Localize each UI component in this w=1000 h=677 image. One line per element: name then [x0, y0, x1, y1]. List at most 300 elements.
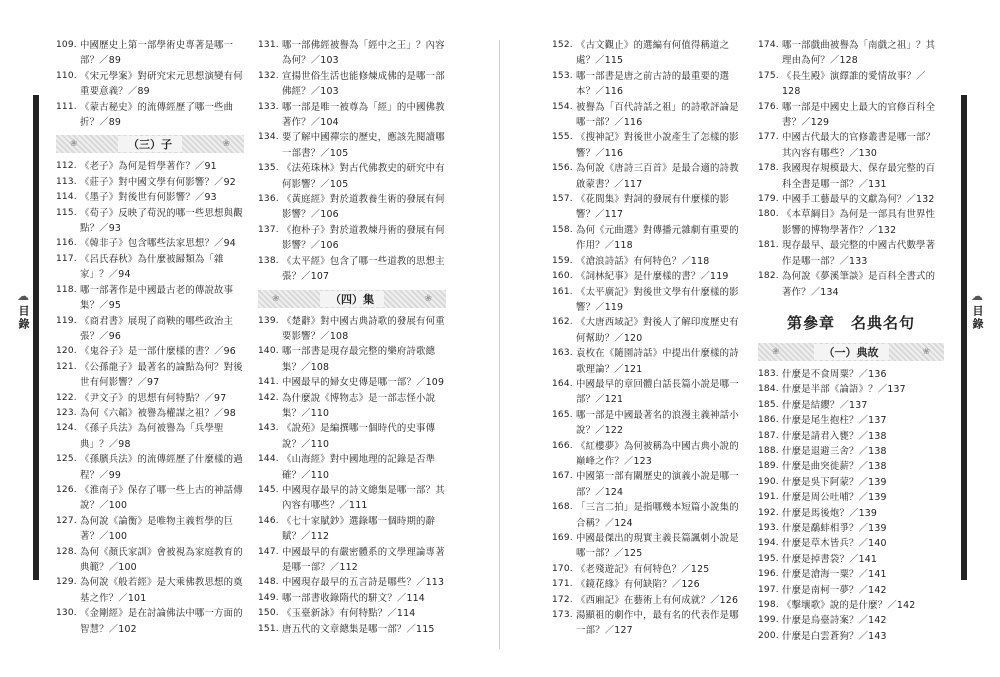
toc-entry: [56, 545, 244, 576]
entry-text: 哪一部戲曲被譽為「南戲之祖」？其理由為何？／128: [782, 40, 936, 67]
toc-entry: [758, 367, 944, 382]
toc-entry: [552, 269, 744, 284]
toc-entry: [56, 452, 244, 483]
toc-entry: [258, 421, 446, 452]
toc-entry: [552, 469, 744, 500]
entry-text: 中國最傑出的現實主義長篇諷刺小說是哪一部？／125: [576, 533, 739, 560]
toc-entry: [758, 413, 944, 428]
entry-text: 為何《六韜》被譽為權謀之祖？／98: [80, 407, 236, 419]
entry-number: 116.: [56, 238, 77, 249]
toc-entry: [758, 207, 944, 238]
entry-number: 190.: [758, 476, 779, 487]
entry-number: 144.: [258, 454, 279, 465]
toc-entry: [552, 315, 744, 346]
entry-number: 199.: [758, 615, 779, 626]
entry-number: 178.: [758, 163, 779, 174]
toc-entry: [758, 521, 944, 536]
entry-text: 《鏡花緣》有何缺陷？／126: [576, 579, 700, 591]
entry-text: 中國現存最早的詩文總集是哪一部？其內容有哪些？／111: [282, 484, 445, 512]
toc-tab-label: 目錄: [971, 305, 984, 331]
toc-entry: [552, 562, 744, 577]
entry-number: 156.: [552, 163, 573, 174]
toc-entry: [758, 506, 944, 521]
toc-entry: [758, 459, 944, 474]
entry-number: 192.: [758, 507, 779, 518]
entry-number: 187.: [758, 430, 779, 441]
entry-text: 什麼是掉書袋？／141: [782, 553, 878, 565]
entry-number: 118.: [56, 284, 77, 295]
toc-entry: [552, 130, 744, 161]
toc-entry: [258, 130, 446, 161]
entry-number: 117.: [56, 253, 77, 264]
toc-entry: [56, 344, 244, 359]
entry-number: 127.: [56, 515, 77, 526]
entry-number: 161.: [552, 286, 573, 297]
entry-number: 176.: [758, 101, 779, 112]
entry-text: 什麼是草木皆兵？／140: [782, 538, 887, 550]
right-page: [552, 38, 944, 648]
entry-text: 《淮南子》保存了哪一些上古的神話傳說？／100: [80, 484, 243, 512]
toc-entry: [56, 360, 244, 391]
entry-text: 《莊子》對中國文學有何影響？／92: [80, 176, 236, 188]
entry-text: 什麼是白雲蒼狗？／143: [782, 630, 887, 642]
toc-entry: [552, 593, 744, 608]
entry-text: 什麼是吳下阿蒙？／139: [782, 476, 887, 488]
entry-text: 為何《元曲選》對傳播元雜劇有重要的作用？／118: [576, 224, 739, 252]
entry-text: 為何說《般若經》是大乘佛教思想的奠基之作？／101: [80, 577, 243, 604]
entry-number: 122.: [56, 392, 77, 403]
entry-text: 什麼是烏臺詩案？／142: [782, 615, 887, 627]
left-page: [56, 38, 446, 648]
entry-number: 171.: [552, 579, 573, 590]
entry-text: 湯顯祖的劇作中，最有名的代表作是哪一部？／127: [576, 610, 739, 637]
entry-number: 183.: [758, 368, 779, 379]
entry-number: 155.: [552, 132, 573, 143]
left-page-column-2: [258, 38, 446, 637]
left-page-edge-bar: [33, 95, 39, 580]
toc-entry: [56, 575, 244, 606]
toc-entry: [552, 223, 744, 254]
entry-number: 136.: [258, 194, 279, 205]
entry-number: 113.: [56, 176, 77, 187]
entry-text: 唐五代的文章總集是哪一部？／115: [282, 623, 435, 635]
entry-text: 宣揚世俗生活也能修煉成佛的是哪一部佛經？／103: [282, 70, 445, 98]
entry-number: 129.: [56, 577, 77, 588]
entry-number: 195.: [758, 553, 779, 564]
toc-entry: [258, 391, 446, 422]
entry-text: 中國古代最大的官修叢書是哪一部？其內容有哪些？／130: [782, 132, 936, 159]
toc-entry: [758, 398, 944, 413]
entry-text: 《墨子》對後世有何影響？／93: [80, 192, 217, 204]
cloud-ornament-icon: ☁: [971, 289, 983, 303]
toc-entry: [258, 192, 446, 223]
entry-text: 哪一部是中國最著名的浪漫主義神話小說？／122: [576, 409, 739, 437]
toc-entry: [552, 377, 744, 408]
entry-text: 什麼是滄海一粟？／141: [782, 569, 887, 581]
toc-entry: [758, 130, 944, 161]
entry-text: 什麼是退避三舍？／138: [782, 445, 887, 457]
entry-number: 166.: [552, 440, 573, 451]
toc-entry: [56, 606, 244, 637]
toc-entry: [56, 483, 244, 514]
entry-number: 151.: [258, 623, 279, 634]
toc-entry: [552, 69, 744, 100]
entry-number: 124.: [56, 423, 77, 434]
entry-number: 194.: [758, 538, 779, 549]
section-heading-text: （三）子: [118, 136, 182, 152]
toc-entry: [258, 254, 446, 285]
entry-text: 被譽為「百代詩話之祖」的詩歌評論是哪一部？／116: [576, 101, 739, 129]
entry-text: 什麼是請君入甕？／138: [782, 430, 887, 442]
entry-text: 《呂氏春秋》為什麼被歸類為「雜家」？／94: [80, 253, 224, 281]
entry-text: 《尹文子》的思想有何特點？／97: [80, 392, 227, 404]
toc-entry: [56, 175, 244, 190]
entry-number: 132.: [258, 70, 279, 81]
entry-text: 《花間集》對詞的發展有什麼樣的影響？／117: [576, 194, 730, 221]
entry-text: 《蒙古秘史》的流傳經歷了哪一些曲折？／89: [80, 101, 234, 129]
toc-entry: [758, 444, 944, 459]
entry-number: 179.: [758, 194, 779, 205]
toc-entry: [758, 38, 944, 69]
toc-entry: [758, 382, 944, 397]
right-page-column-1: [552, 38, 744, 639]
entry-text: 《黃庭經》對於道教養生術的發展有何影響？／106: [282, 194, 445, 221]
section-heading-text: （四）集: [320, 291, 384, 307]
entry-text: 《法苑珠林》對古代佛教史的研究中有何影響？／105: [282, 163, 445, 190]
left-page-column-1: [56, 38, 244, 637]
toc-entry: [552, 285, 744, 316]
entry-number: 130.: [56, 608, 77, 619]
toc-entry: [258, 545, 446, 576]
entry-text: 《長生殿》演繹誰的愛情故事？／128: [782, 70, 926, 98]
entry-text: 《鬼谷子》是一部什麼樣的書？／96: [80, 346, 236, 358]
entry-number: 163.: [552, 348, 573, 359]
entry-text: 我國現存規模最大、保存最完整的百科全書是哪一部？／131: [782, 163, 936, 190]
entry-text: 《大唐西域記》對後人了解印度歷史有何幫助？／120: [576, 317, 739, 344]
section-heading-text: （一）典故: [814, 344, 889, 360]
right-page-column-2: [758, 38, 944, 644]
entry-text: 《山海經》對中國地理的記錄是否準確？／110: [282, 454, 436, 481]
entry-number: 138.: [258, 255, 279, 266]
entry-number: 123.: [56, 407, 77, 418]
toc-entry: [552, 100, 744, 131]
entry-text: 中國最早的章回體白話長篇小說是哪一部？／121: [576, 378, 739, 406]
entry-text: 《太平廣記》對後世文學有什麼樣的影響？／119: [576, 286, 739, 313]
floral-ornament-icon: ❀: [772, 346, 780, 357]
toc-entry: [758, 629, 944, 644]
toc-entry: [258, 514, 446, 545]
toc-entry: [758, 536, 944, 551]
right-toc-tab: [966, 290, 988, 331]
entry-number: 145.: [258, 484, 279, 495]
toc-entry: [258, 344, 446, 375]
entry-text: 《荀子》反映了荀況的哪一些思想與觀點？／93: [80, 207, 243, 235]
toc-entry: [258, 483, 446, 514]
page-gutter: [499, 40, 500, 649]
entry-text: 《玉臺新詠》有何特點？／114: [282, 608, 416, 620]
entry-text: 哪一部書收錄隋代的駢文？／114: [282, 592, 425, 604]
entry-text: 什麼是不食周粟？／136: [782, 368, 887, 380]
toc-entry: [56, 421, 244, 452]
entry-number: 120.: [56, 346, 77, 357]
toc-entry: [258, 452, 446, 483]
entry-number: 112.: [56, 161, 77, 172]
toc-entry: [56, 38, 244, 69]
entry-text: 中國手工藝最早的文獻為何？／132: [782, 194, 935, 206]
toc-tab-label: 目錄: [17, 305, 30, 331]
entry-text: 哪一部著作是中國最古老的傳說故事集？／95: [80, 284, 234, 312]
toc-entry: [258, 100, 446, 131]
entry-number: 115.: [56, 207, 77, 218]
entry-number: 160.: [552, 271, 573, 282]
entry-number: 169.: [552, 533, 573, 543]
toc-entry: [758, 69, 944, 100]
toc-entry: [258, 575, 446, 590]
entry-number: 164.: [552, 378, 573, 389]
entry-number: 141.: [258, 377, 279, 388]
entry-number: 140.: [258, 346, 279, 357]
entry-text: 《宋元學案》對研究宋元思想演變有何重要意義？／89: [80, 70, 243, 98]
entry-text: 中國現存最早的五言詩是哪些？／113: [282, 577, 445, 589]
toc-entry: [758, 475, 944, 490]
entry-text: 什麼是尾生抱柱？／137: [782, 415, 887, 427]
toc-entry: [258, 69, 446, 100]
entry-text: 《本草綱目》為何是一部具有世界性影響的博物學著作？／132: [782, 209, 936, 236]
entry-number: 153.: [552, 70, 573, 81]
entry-text: 《古文觀止》的選編有何值得稱道之處？／115: [576, 40, 730, 67]
toc-entry: [552, 192, 744, 223]
entry-text: 什麼是半部《論語》？／137: [782, 384, 906, 396]
entry-text: 什麼是鷸蚌相爭？／139: [782, 522, 887, 534]
entry-number: 196.: [758, 569, 779, 580]
toc-entry: [56, 314, 244, 345]
entry-number: 191.: [758, 492, 779, 503]
entry-text: 現存最早、最完整的中國古代數學著作是哪一部？／133: [782, 240, 936, 267]
entry-number: 162.: [552, 317, 573, 328]
floral-ornament-icon: ❀: [424, 293, 432, 304]
entry-number: 168.: [552, 502, 573, 513]
entry-number: 126.: [56, 484, 77, 495]
entry-text: 為何說《唐詩三百首》是最合適的詩教啟蒙書？／117: [576, 163, 739, 190]
entry-number: 157.: [552, 194, 573, 205]
entry-text: 什麼是南柯一夢？／142: [782, 584, 887, 596]
entry-number: 110.: [56, 70, 77, 81]
entry-text: 什麼是馬後炮？／139: [782, 507, 878, 519]
entry-number: 159.: [552, 255, 573, 266]
entry-number: 119.: [56, 315, 77, 326]
entry-number: 186.: [758, 415, 779, 426]
entry-number: 146.: [258, 515, 279, 526]
toc-entry: [758, 192, 944, 207]
toc-entry: [758, 238, 944, 269]
toc-entry: [758, 613, 944, 628]
entry-number: 147.: [258, 546, 279, 557]
entry-number: 197.: [758, 584, 779, 595]
floral-ornament-icon: ❀: [70, 139, 78, 150]
entry-text: 《西廂記》在藝術上有何成就？／126: [576, 594, 739, 606]
toc-entry: [552, 531, 744, 562]
entry-number: 154.: [552, 101, 573, 112]
entry-number: 174.: [758, 40, 779, 50]
toc-entry: [56, 514, 244, 545]
toc-entry: [552, 408, 744, 439]
entry-number: 131.: [258, 40, 279, 50]
entry-number: 143.: [258, 423, 279, 434]
toc-entry: [56, 206, 244, 237]
toc-entry: [56, 391, 244, 406]
section-heading: [258, 290, 446, 308]
section-heading: [758, 343, 944, 361]
entry-number: 167.: [552, 471, 573, 482]
left-toc-tab: [12, 290, 34, 331]
toc-entry: [56, 69, 244, 100]
entry-text: 《抱朴子》對於道教煉丹術的發展有何影響？／106: [282, 224, 445, 252]
toc-entry: [56, 406, 244, 421]
toc-entry: [758, 269, 944, 300]
entry-text: 《紅樓夢》為何被稱為中國古典小說的巔峰之作？／123: [576, 440, 739, 467]
entry-text: 《金剛經》是在討論佛法中哪一方面的智慧？／102: [80, 608, 243, 635]
entry-text: 《孫臏兵法》的流傳經歷了什麼樣的過程？／99: [80, 454, 243, 481]
entry-text: 《搜神記》對後世小說產生了怎樣的影響？／116: [576, 132, 739, 159]
toc-entry: [552, 577, 744, 592]
entry-text: 中國歷史上第一部學術史專著是哪一部？／89: [80, 40, 234, 67]
toc-entry: [258, 314, 446, 345]
entry-number: 133.: [258, 101, 279, 112]
entry-text: 哪一部是中國史上最大的官修百科全書？／129: [782, 101, 936, 129]
entry-number: 142.: [258, 392, 279, 403]
entry-number: 125.: [56, 454, 77, 465]
entry-text: 《韓非子》包含哪些法家思想？／94: [80, 238, 236, 250]
toc-entry: [56, 236, 244, 251]
entry-text: 哪一部佛經被譽為「經中之王」？內容為何？／103: [282, 40, 445, 67]
entry-number: 184.: [758, 384, 779, 395]
section-heading: [56, 135, 244, 153]
toc-entry: [258, 38, 446, 69]
entry-number: 170.: [552, 563, 573, 574]
entry-number: 109.: [56, 40, 77, 50]
entry-text: 哪一部書是唐之前古詩的最重要的選本？／116: [576, 70, 730, 98]
floral-ornament-icon: ❀: [222, 139, 230, 150]
entry-text: 《商君書》展現了商鞅的哪些政治主張？／96: [80, 315, 234, 342]
entry-text: 什麼是結纓？／137: [782, 399, 868, 411]
toc-entry: [758, 161, 944, 192]
entry-text: 為何說《論衡》是唯物主義哲學的巨著？／100: [80, 515, 234, 543]
toc-entry: [258, 606, 446, 621]
entry-number: 193.: [758, 522, 779, 533]
entry-number: 128.: [56, 546, 77, 557]
entry-number: 148.: [258, 577, 279, 588]
entry-number: 139.: [258, 315, 279, 326]
entry-number: 198.: [758, 600, 779, 610]
entry-text: 《滄浪詩話》有何特色？／118: [576, 255, 710, 267]
toc-entry: [56, 283, 244, 314]
entry-number: 185.: [758, 399, 779, 410]
toc-entry: [758, 552, 944, 567]
entry-text: 為何說《夢溪筆談》是百科全書式的著作？／134: [782, 271, 936, 298]
entry-text: 《詞林紀事》是什麼樣的書？／119: [576, 271, 729, 283]
entry-text: 中國最早的婦女史傳是哪一部？／109: [282, 377, 445, 389]
right-page-edge-bar: [961, 95, 967, 580]
entry-text: 《說苑》是編撰哪一個時代的史事傳說？／110: [282, 423, 436, 450]
cloud-ornament-icon: ☁: [17, 289, 29, 303]
entry-number: 152.: [552, 40, 573, 50]
toc-entry: [552, 608, 744, 639]
toc-entry: [552, 254, 744, 269]
entry-number: 158.: [552, 224, 573, 235]
toc-entry: [758, 490, 944, 505]
entry-text: 「三言二拍」是指哪幾本短篇小說集的合稱？／124: [576, 502, 739, 529]
entry-text: 《孫子兵法》為何被譽為「兵學聖典」？／98: [80, 423, 224, 450]
entry-text: 《楚辭》對中國古典詩歌的發展有何重要影響？／108: [282, 315, 445, 342]
entry-number: 177.: [758, 132, 779, 143]
entry-text: 為什麼說《博物志》是一部志怪小說集？／110: [282, 392, 436, 419]
entry-number: 149.: [258, 592, 279, 603]
toc-entry: [552, 38, 744, 69]
chapter-title: 第參章 名典名句: [786, 313, 915, 332]
toc-entry: [552, 346, 744, 377]
toc-entry: [56, 100, 244, 131]
entry-number: 188.: [758, 445, 779, 456]
floral-ornament-icon: ❀: [922, 346, 930, 357]
entry-text: 中國最早的有嚴密體系的文學理論專著是哪一部？／112: [282, 546, 445, 573]
entry-text: 哪一部書是現存最完整的樂府詩歌總集？／108: [282, 346, 436, 373]
toc-entry: [552, 161, 744, 192]
entry-number: 182.: [758, 271, 779, 282]
entry-text: 要了解中國禪宗的歷史，應該先閱讀哪一部書？／105: [282, 132, 445, 159]
toc-entry: [258, 622, 446, 637]
entry-number: 150.: [258, 608, 279, 619]
entry-number: 200.: [758, 630, 779, 641]
toc-entry: [56, 252, 244, 283]
entry-number: 173.: [552, 610, 573, 621]
entry-text: 《老殘遊記》有何特色？／125: [576, 563, 710, 575]
entry-number: 175.: [758, 70, 779, 81]
entry-text: 哪一部是唯一被尊為「經」的中國佛教著作？／104: [282, 101, 445, 129]
floral-ornament-icon: ❀: [272, 293, 280, 304]
toc-entry: [758, 583, 944, 598]
entry-text: 《擊壤歌》說的是什麼？／142: [782, 600, 916, 611]
entry-number: 172.: [552, 594, 573, 605]
entry-text: 什麼是周公吐哺？／139: [782, 492, 887, 504]
entry-number: 137.: [258, 224, 279, 235]
entry-number: 180.: [758, 209, 779, 220]
toc-entry: [258, 375, 446, 390]
toc-entry: [758, 100, 944, 131]
entry-number: 114.: [56, 192, 77, 203]
toc-entry: [56, 159, 244, 174]
entry-text: 中國第一部有關歷史的演義小說是哪一部？／124: [576, 471, 739, 498]
toc-entry: [258, 223, 446, 254]
toc-entry: [758, 567, 944, 582]
toc-entry: [758, 429, 944, 444]
entry-number: 181.: [758, 240, 779, 251]
entry-text: 《老子》為何是哲學著作？／91: [80, 161, 217, 173]
toc-entry: [258, 591, 446, 606]
entry-text: 《七十家賦鈔》選錄哪一個時期的辭賦？／112: [282, 515, 436, 543]
toc-entry: [758, 598, 944, 613]
entry-text: 袁枚在《隨園詩話》中提出什麼樣的詩歌理論？／121: [576, 348, 739, 375]
entry-text: 《太平經》包含了哪一些道教的思想主張？／107: [282, 255, 445, 283]
entry-number: 121.: [56, 361, 77, 372]
toc-entry: [258, 161, 446, 192]
toc-entry: [552, 439, 744, 470]
entry-number: 189.: [758, 461, 779, 472]
toc-entry: [56, 190, 244, 205]
toc-entry: [552, 500, 744, 531]
entry-text: 什麼是曲突徙薪？／138: [782, 461, 887, 473]
entry-number: 165.: [552, 409, 573, 420]
entry-number: 134.: [258, 132, 279, 143]
